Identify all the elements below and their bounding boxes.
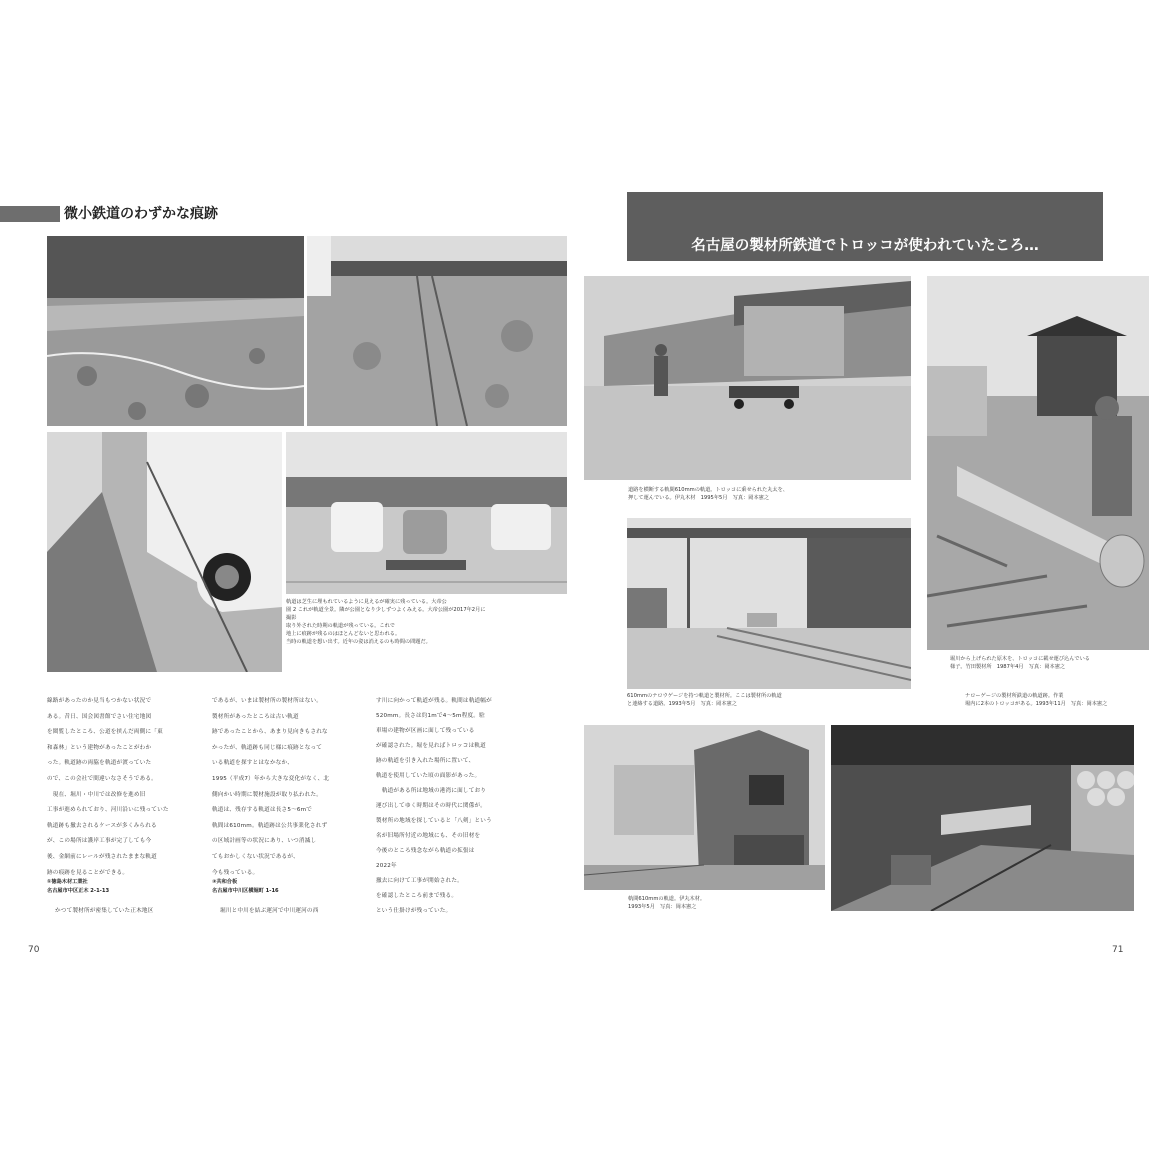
section-tag	[0, 206, 60, 222]
photo-track-gravel	[307, 236, 567, 426]
photo-sawmill-interior	[831, 725, 1134, 911]
photo-pond-edge	[47, 236, 304, 426]
body-column-3: す川に向かって軌道が残る。軌間は軌道幅が 520mm。長さは約1mで4～5m程度。駐 車場の建物が区画に面して残っている が確認された。堀を見ればトロッコは軌道 跡の軌道を引き入れた場所に置いて、 軌道を使用していた頃の面影があった。 軌道がある所は地域の港湾に面しており 運び出してゆく時期はその時代に関係が。 製材所の地域を探していると「八剣」という 名が旧場所付近の地域にも、その旧材を 今後のところ残念ながら軌道の拡張は 2022年 撤去に向けて工事が開始された。 を確認したところ前まで残る。	[376, 698, 492, 899]
photo-trolley-road	[584, 276, 911, 480]
caption-d: ナローゲージの製材所鉄道の軌道跡。作業 場内に2本のトロッコがある。1993年11月 写真：岡本憲之	[965, 693, 1108, 707]
address-1: ①徳島木材工業社 名古屋市中区正木 2-1-13	[47, 879, 110, 894]
caption-a: 道路を横断する軌間610mmの軌道。トロッコに乗せられた丸太を、 押して運んでいる。伊丸木材 1995年5月 写真：岡本憲之	[628, 487, 788, 501]
page-heading: 微小鉄道のわずかな痕跡	[64, 206, 218, 222]
banner-title: 名古屋の製材所鉄道でトロッコが使われていたころ…	[691, 238, 1039, 254]
page-number-left: 70	[28, 945, 40, 955]
caption-e: 軌間610mmの軌道。伊丸木材。 1993年5月 写真：岡本憲之	[628, 896, 706, 910]
address-2: ②共和合板 名古屋市中川区横堀町 1-16	[212, 879, 279, 894]
tail-column-3: という仕掛けが残っていた。	[376, 908, 452, 914]
photo-wooden-hut	[584, 725, 825, 890]
photo-crane-crossing	[627, 518, 911, 689]
page-number-right: 71	[1112, 945, 1124, 955]
tail-column-1: かつて製材所が密集していた正木地区	[55, 908, 154, 914]
photo-parked-car	[47, 432, 282, 672]
photo-log-trolley	[927, 276, 1149, 650]
caption-b: 堀川から上げられた原木を、トロッコに載せ運び込んでいる 様子。竹田製材所 1987年4月 写真：岡本憲之	[950, 656, 1090, 670]
photo-caption: 軌道は芝生に埋もれているように見えるが確実に残っている。大帝公 園 2 これが軌道全景。隣が公園となり少しずつよくみえる。大帝公園が2017年2月に撮影 取り外された時期の軌道が残っている。これで 地上に痕跡が残るのはほとんどないと思われる。 当時の軌道を想い出す。近年の姿は消えるのも時間の問題だ。	[286, 599, 486, 645]
body-column-1: 線路があったのか見当もつかない状況で ある。昔日、国会図書館でさい住宅地図 を閲覧したところ、公道を挟んだ両側に「東 和森林」という建物があったことがわか った。軌道跡の両脇を軌道が渡っていた ので、この会社で間違いなさそうである。 現在、堀川・中川では改修を進め旧 工事が進められており、河川沿いに残っていた 軌道跡も撤去されるケースが多くみられる が、この場所は護岸工事が完了しても今 後、金網前にレールが残されたままな軌道 跡の痕跡を見ることができる。	[47, 698, 169, 876]
photo-parking-lot	[286, 432, 567, 594]
caption-c: 610mmのナロウゲージを持つ軌道と製材所。ここは製材所の軌道 と連絡する道路。1993年5月 写真：岡本憲之	[627, 693, 782, 707]
body-column-2: であるが、いまは製材所の製材所はない。 製材所があったところは古い軌道 跡であったことから、あまり見向きもされな かったが、軌道跡も同じ様に痕跡となって いる軌道を探すとはなかなか、 1995（平成7）年から大きな変化がなく、北 側向かい時期に製材施設が取り払われた。 軌道は、残存する軌道は長さ5～6mで 軌間は610mm。軌道跡は公共事業化されず の区域計画等の状況にあり、いつ消滅し てもおかしくない状況であるが、 今も残っている。	[212, 698, 330, 876]
tail-column-2: 堀川と中川を結ぶ運河で中川運河の西	[220, 908, 319, 914]
banner	[627, 192, 1103, 261]
